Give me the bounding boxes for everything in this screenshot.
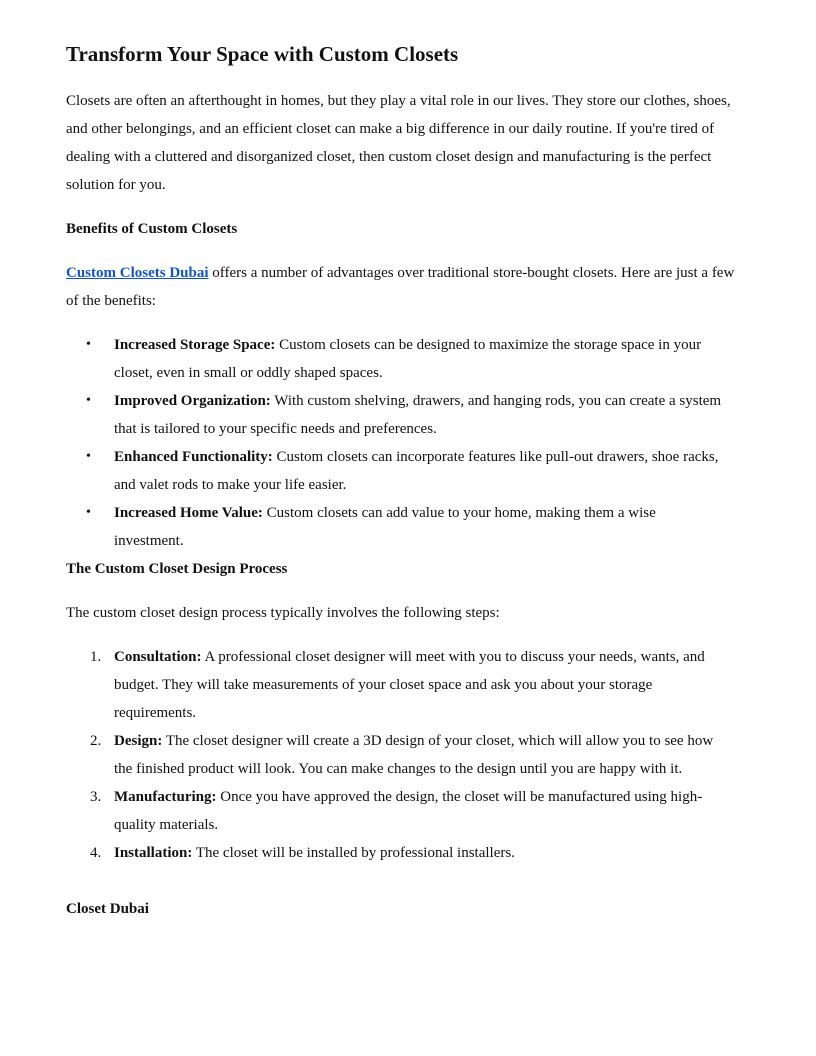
- custom-closets-dubai-link[interactable]: Custom Closets Dubai: [66, 265, 209, 281]
- benefits-intro-text: offers a number of advantages over traditional store-bought closets. Here are just a few of the benefits:: [66, 265, 735, 309]
- benefits-intro-paragraph: [66, 259, 736, 315]
- bullet-icon: •: [86, 393, 91, 408]
- step-label: Design:: [114, 733, 163, 749]
- bullet-icon: •: [86, 449, 91, 464]
- item-text: Custom closets can be designed to maximize the storage space in your closet, even in small or oddly shaped spaces.: [114, 337, 702, 381]
- closet-dubai-heading: Closet Dubai: [66, 901, 149, 917]
- list-item: [66, 387, 726, 443]
- item-text: Custom closets can incorporate features like pull-out drawers, shoe racks, and valet rods to make your life easier.: [114, 449, 719, 493]
- item-label: Enhanced Functionality:: [114, 449, 273, 465]
- list-item: [66, 643, 726, 727]
- item-label: Improved Organization:: [114, 393, 271, 409]
- step-label: Manufacturing:: [114, 789, 217, 805]
- benefits-list: [66, 331, 726, 555]
- item-text: Custom closets can add value to your home, making them a wise investment.: [114, 505, 656, 549]
- list-item: [66, 499, 726, 555]
- step-label: Consultation:: [114, 649, 202, 665]
- item-label: Increased Home Value:: [114, 505, 263, 521]
- intro-paragraph: Closets are often an afterthought in homes, but they play a vital role in our lives. They store our clothes, shoes, and other belongings, and an efficient closet can make a big difference in our daily routine. If you're tired of dealing with a cluttered and disorganized closet, then custom closet design and manufacturing is the perfect solution for you.: [66, 93, 731, 193]
- step-text: Once you have approved the design, the closet will be manufactured using high-quality materials.: [114, 789, 703, 833]
- benefits-heading: Benefits of Custom Closets: [66, 221, 238, 237]
- list-item: [66, 443, 726, 499]
- process-steps-list: [66, 643, 726, 867]
- step-number: 2.: [90, 733, 102, 749]
- list-item: [66, 839, 726, 867]
- step-number: 3.: [90, 789, 102, 805]
- list-item: [66, 783, 726, 839]
- step-text: The closet will be installed by professional installers.: [192, 845, 515, 861]
- page-title: Transform Your Space with Custom Closets: [66, 42, 459, 66]
- item-text: With custom shelving, drawers, and hanging rods, you can create a system that is tailored to your specific needs and preferences.: [114, 393, 722, 437]
- step-number: 1.: [90, 649, 102, 665]
- bullet-icon: •: [86, 505, 91, 520]
- list-item: [66, 727, 726, 783]
- bullet-icon: •: [86, 337, 91, 352]
- step-number: 4.: [90, 845, 102, 861]
- list-item: [66, 331, 726, 387]
- step-text: The closet designer will create a 3D design of your closet, which will allow you to see how the finished product will look. You can make changes to the design until you are happy with it.: [114, 733, 714, 777]
- step-text: A professional closet designer will meet with you to discuss your needs, wants, and budget. They will take measurements of your closet space and ask you about your storage requirements.: [114, 649, 705, 721]
- process-heading: The Custom Closet Design Process: [66, 561, 288, 577]
- step-label: Installation:: [114, 845, 193, 861]
- process-intro-paragraph: The custom closet design process typically involves the following steps:: [66, 605, 500, 621]
- item-label: Increased Storage Space:: [114, 337, 276, 353]
